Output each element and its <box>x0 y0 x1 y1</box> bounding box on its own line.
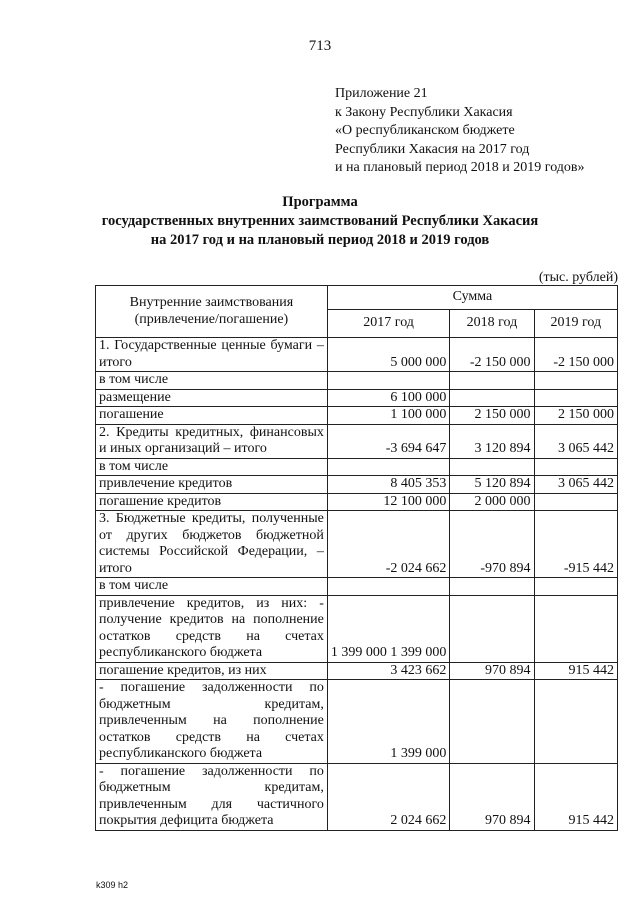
value-2019: 3 065 442 <box>534 476 617 494</box>
value-2019 <box>534 389 617 407</box>
footer-code: k309 h2 <box>96 880 129 890</box>
value-2018: 5 120 894 <box>450 476 534 494</box>
value-2017: 1 100 000 <box>327 407 450 425</box>
value-2019: -915 442 <box>534 511 617 578</box>
table-row <box>96 389 618 407</box>
table-row <box>96 493 618 511</box>
table-row <box>96 407 618 425</box>
row-name: размещение <box>96 389 328 407</box>
value-2017: 1 399 000 <box>327 680 450 764</box>
value-2019 <box>534 578 617 596</box>
value-2019 <box>534 680 617 764</box>
header-year: 2017 год <box>327 310 450 338</box>
row-name: 1. Государственные ценные бумаги – итого <box>96 338 328 372</box>
row-name: привлечение кредитов, из них: - получение кредитов на пополнение остатков средств на счетах республиканского бюджета <box>96 595 328 662</box>
table-row <box>96 476 618 494</box>
table-row <box>96 680 618 764</box>
header-year: 2019 год <box>534 310 617 338</box>
table-row <box>96 662 618 680</box>
unit-label: (тыс. рублей) <box>538 270 618 285</box>
table-row <box>96 763 618 830</box>
value-2017: 6 100 000 <box>327 389 450 407</box>
header-sum: Сумма <box>327 286 617 310</box>
value-2018: 2 150 000 <box>450 407 534 425</box>
value-2019 <box>534 372 617 390</box>
appendix-line: и на плановый период 2018 и 2019 годов» <box>335 160 585 175</box>
value-2017 <box>327 578 450 596</box>
value-2019 <box>534 493 617 511</box>
appendix-line: Республики Хакасия на 2017 год <box>335 141 530 157</box>
value-2018 <box>450 578 534 596</box>
value-2018 <box>450 595 534 662</box>
value-2019: 915 442 <box>534 763 617 830</box>
value-2017: 1 399 000 1 399 000 <box>327 595 450 662</box>
table-row <box>96 511 618 578</box>
value-2017: 8 405 353 <box>327 476 450 494</box>
row-name: в том числе <box>96 372 328 390</box>
value-2019: 2 150 000 <box>534 407 617 425</box>
page-number: 713 <box>308 38 332 54</box>
appendix-line: «О республиканском бюджете <box>335 123 515 138</box>
row-name: погашение кредитов <box>96 493 328 511</box>
title-line: на 2017 год и на плановый период 2018 и 2019 годов <box>150 232 490 248</box>
row-name: в том числе <box>96 458 328 476</box>
header-year: 2018 год <box>450 310 534 338</box>
table-row <box>96 424 618 458</box>
table-row <box>96 595 618 662</box>
value-2017 <box>327 458 450 476</box>
document-title <box>0 193 640 250</box>
table-row <box>96 458 618 476</box>
value-2018 <box>450 389 534 407</box>
row-name: - погашение задолженности по бюджетным кредитам, привлеченным для частичного покрытия дефицита бюджета <box>96 763 328 830</box>
value-2017: -3 694 647 <box>327 424 450 458</box>
table-row <box>96 578 618 596</box>
table-row <box>96 338 618 372</box>
row-name: погашение <box>96 407 328 425</box>
value-2017: 2 024 662 <box>327 763 450 830</box>
value-2019: 915 442 <box>534 662 617 680</box>
value-2019 <box>534 595 617 662</box>
value-2017: 5 000 000 <box>327 338 450 372</box>
value-2018: 3 120 894 <box>450 424 534 458</box>
value-2019: -2 150 000 <box>534 338 617 372</box>
title-line: государственных внутренних заимствований Республики Хакасия <box>101 213 539 229</box>
value-2018: 970 894 <box>450 763 534 830</box>
row-name: погашение кредитов, из них <box>96 662 328 680</box>
appendix-line: Приложение 21 <box>335 86 428 101</box>
value-2017: 12 100 000 <box>327 493 450 511</box>
table-row <box>96 372 618 390</box>
row-name: 3. Бюджетные кредиты, полученные от других бюджетов бюджетной системы Российской Федерации, – итого <box>96 511 328 578</box>
value-2018: -970 894 <box>450 511 534 578</box>
value-2018 <box>450 372 534 390</box>
value-2019 <box>534 458 617 476</box>
header-name: Внутренние заимствования (привлечение/погашение) <box>96 286 328 338</box>
appendix-line: к Закону Республики Хакасия <box>335 104 513 120</box>
value-2019: 3 065 442 <box>534 424 617 458</box>
title-line: Программа <box>282 194 358 210</box>
value-2018 <box>450 458 534 476</box>
value-2018: 970 894 <box>450 662 534 680</box>
value-2018: -2 150 000 <box>450 338 534 372</box>
appendix-block <box>335 85 585 178</box>
value-2018: 2 000 000 <box>450 493 534 511</box>
value-2018 <box>450 680 534 764</box>
row-name: в том числе <box>96 578 328 596</box>
value-2017: -2 024 662 <box>327 511 450 578</box>
value-2017 <box>327 372 450 390</box>
value-2017: 3 423 662 <box>327 662 450 680</box>
borrowing-table <box>95 285 618 831</box>
row-name: привлечение кредитов <box>96 476 328 494</box>
row-name: 2. Кредиты кредитных, финансовых и иных организаций – итого <box>96 424 328 458</box>
row-name: - погашение задолженности по бюджетным кредитам, привлеченным на пополнение остатков средств на счетах республиканского бюджета <box>96 680 328 764</box>
